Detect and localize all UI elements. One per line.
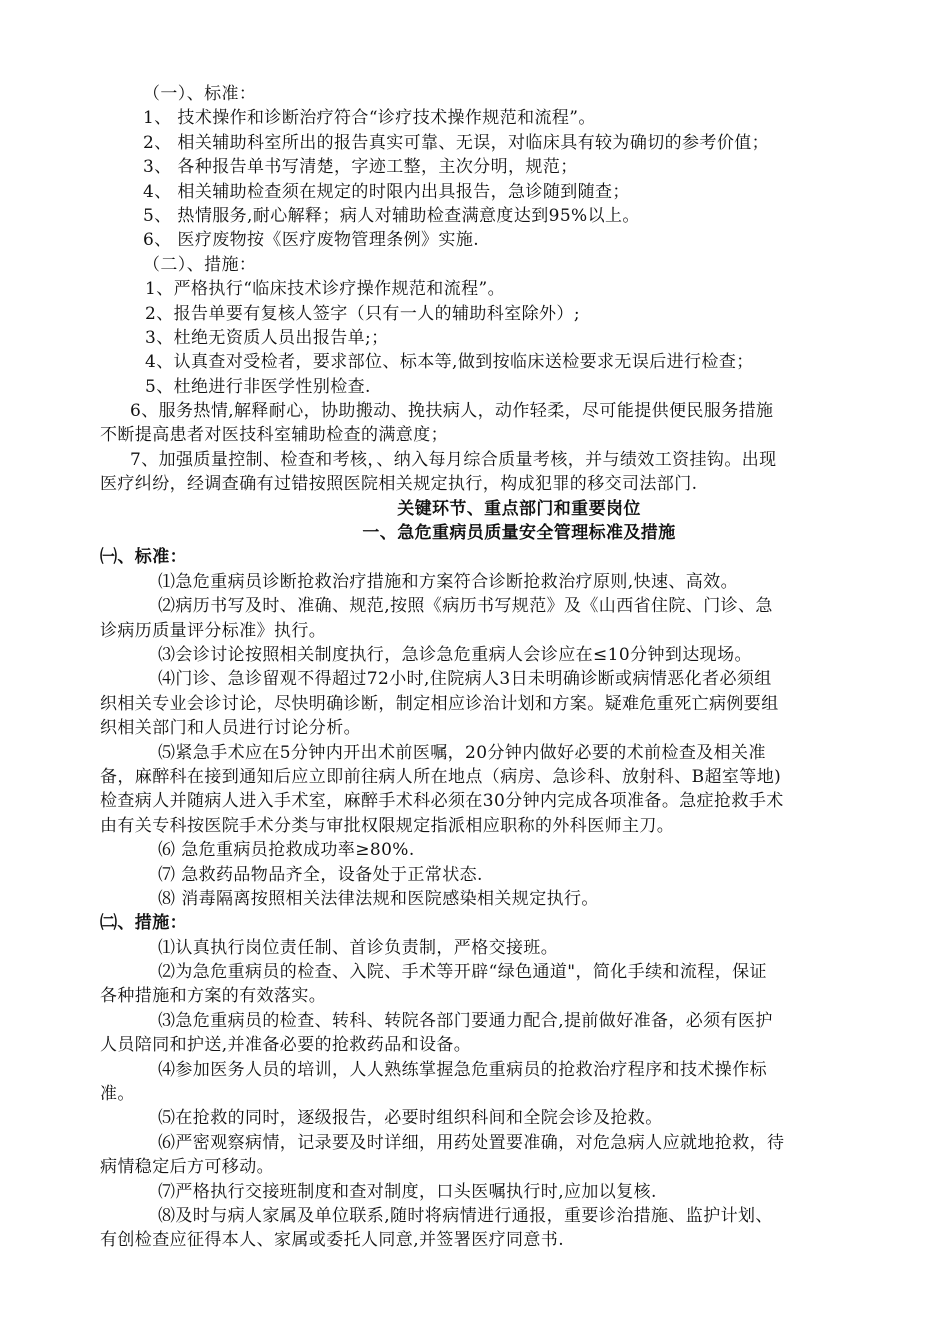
page-title: 关键环节、重点部门和重要岗位 xyxy=(397,498,641,519)
list-item: ⑻ 消毒隔离按照相关法律法规和医院感染相关规定执行。 xyxy=(158,888,599,909)
standard-item: 6、 医疗废物按《医疗废物管理条例》实施. xyxy=(143,230,480,251)
list-item-continued: 各种措施和方案的有效落实。 xyxy=(100,986,327,1007)
standard-item: 4、 相关辅助检查须在规定的时限内出具报告，急诊随到随查； xyxy=(143,181,630,202)
list-item: ⑻及时与病人家属及单位联系,随时将病情进行通报，重要诊治措施、监护计划、 xyxy=(158,1205,773,1226)
list-item: ⑹严密观察病情，记录要及时详细，用药处置要准确，对危急病人应就地抢救，待 xyxy=(158,1132,785,1153)
measure-item: 3、杜绝无资质人员出报告单;； xyxy=(145,327,389,348)
list-item: ⑸紧急手术应在5分钟内开出术前医嘱，20分钟内做好必要的术前检查及相关准 xyxy=(158,742,766,763)
standard-item: 1、 技术操作和诊断治疗符合“诊疗技术操作规范和流程”。 xyxy=(143,108,596,129)
standard-item: 5、 热情服务,耐心解释；病人对辅助检查满意度达到95%以上。 xyxy=(143,205,640,226)
list-item-continued: 织相关专业会诊讨论，尽快明确诊断，制定相应诊治计划和方案。疑难危重死亡病例要组 xyxy=(100,693,779,714)
measure-heading-1: （二）、措施： xyxy=(143,254,257,275)
standard-heading-2: ㈠、标准： xyxy=(100,547,187,568)
list-item: ⑴认真执行岗位责任制、首诊负责制，严格交接班。 xyxy=(158,937,559,958)
measure-item: 2、报告单要有复核人签字（只有一人的辅助科室除外）; xyxy=(145,303,580,324)
measure-item: 6、服务热情,解释耐心，协助搬动、挽扶病人，动作轻柔，尽可能提供便民服务措施 xyxy=(130,401,774,422)
list-item: ⑵病历书写及时、准确、规范,按照《病历书写规范》及《山西省住院、门诊、急 xyxy=(158,596,773,617)
standards-list xyxy=(0,570,950,911)
list-item: ⑶急危重病员的检查、转科、转院各部门要通力配合,提前做好准备，必须有医护 xyxy=(158,1010,773,1031)
standard-heading-1: （一）、标准： xyxy=(143,84,257,104)
measures-list xyxy=(0,936,950,1253)
standard-item: 2、 相关辅助科室所出的报告真实可靠、无误，对临床具有较为确切的参考价值； xyxy=(143,132,770,153)
list-item-continued: 备，麻醉科在接到通知后应立即前往病人所在地点（病房、急诊科、放射科、B超室等地) xyxy=(100,766,782,787)
measure-item: 5、杜绝进行非医学性别检查. xyxy=(145,376,371,397)
measure-heading-2: ㈡、措施： xyxy=(100,913,187,934)
list-item: ⑸在抢救的同时，逐级报告，必要时组织科间和全院会诊及抢救。 xyxy=(158,1108,663,1129)
list-item: ⑴急危重病员诊断抢救治疗措施和方案符合诊断抢救治疗原则,快速、高效。 xyxy=(158,571,739,592)
list-item: ⑷门诊、急诊留观不得超过72小时,住院病人3日未明确诊断或病情恶化者必须组 xyxy=(158,669,772,690)
list-item-continued: 人员陪同和护送,并准备必要的抢救药品和设备。 xyxy=(100,1035,472,1056)
list-item-continued: 病情稳定后方可移动。 xyxy=(100,1157,274,1178)
list-item: ⑺ 急救药品物品齐全，设备处于正常状态. xyxy=(158,864,483,885)
list-item: ⑷参加医务人员的培训，人人熟练掌握急危重病员的抢救治疗程序和技术操作标 xyxy=(158,1059,767,1080)
list-item: ⑹ 急危重病员抢救成功率≥80%. xyxy=(158,840,415,861)
list-item: ⑵为急危重病员的检查、入院、手术等开辟“绿色通道"，简化手续和流程，保证 xyxy=(158,962,767,983)
list-item-continued: 诊病历质量评分标准》执行。 xyxy=(100,620,327,641)
list-item-continued: 准。 xyxy=(100,1084,135,1105)
measure-item-continued: 不断提高患者对医技科室辅助检查的满意度； xyxy=(100,425,448,446)
list-item: ⑺严格执行交接班制度和查对制度，口头医嘱执行时,应加以复核. xyxy=(158,1181,657,1202)
list-item-continued: 织相关部门和人员进行讨论分析。 xyxy=(100,718,361,739)
measure-item: 1、严格执行“临床技术诊疗操作规范和流程”。 xyxy=(145,279,505,300)
measure-item-continued: 医疗纠纷，经调查确有过错按照医院相关规定执行，构成犯罪的移交司法部门. xyxy=(100,474,698,495)
section-title: 一、急危重病员质量安全管理标准及措施 xyxy=(362,523,676,544)
measure-item: 7、加强质量控制、检查和考核，、纳入每月综合质量考核，并与绩效工资挂钩。出现 xyxy=(130,449,777,470)
standard-item: 3、 各种报告单书写清楚，字迹工整，主次分明，规范； xyxy=(143,157,578,178)
list-item: ⑶会诊讨论按照相关制度执行，急诊急危重病人会诊应在≤10分钟到达现场。 xyxy=(158,644,752,665)
list-item-continued: 有创检查应征得本人、家属或委托人同意,并签署医疗同意书. xyxy=(100,1230,565,1251)
list-item-continued: 由有关专科按医院手术分类与审批权限规定指派相应职称的外科医师主刀。 xyxy=(100,815,675,836)
measure-item: 4、认真查对受检者，要求部位、标本等,做到按临床送检要求无误后进行检查； xyxy=(145,352,754,373)
list-item-continued: 检查病人并随病人进入手术室，麻醉手术科必须在30分钟内完成各项准备。急症抢救手术 xyxy=(100,791,784,812)
